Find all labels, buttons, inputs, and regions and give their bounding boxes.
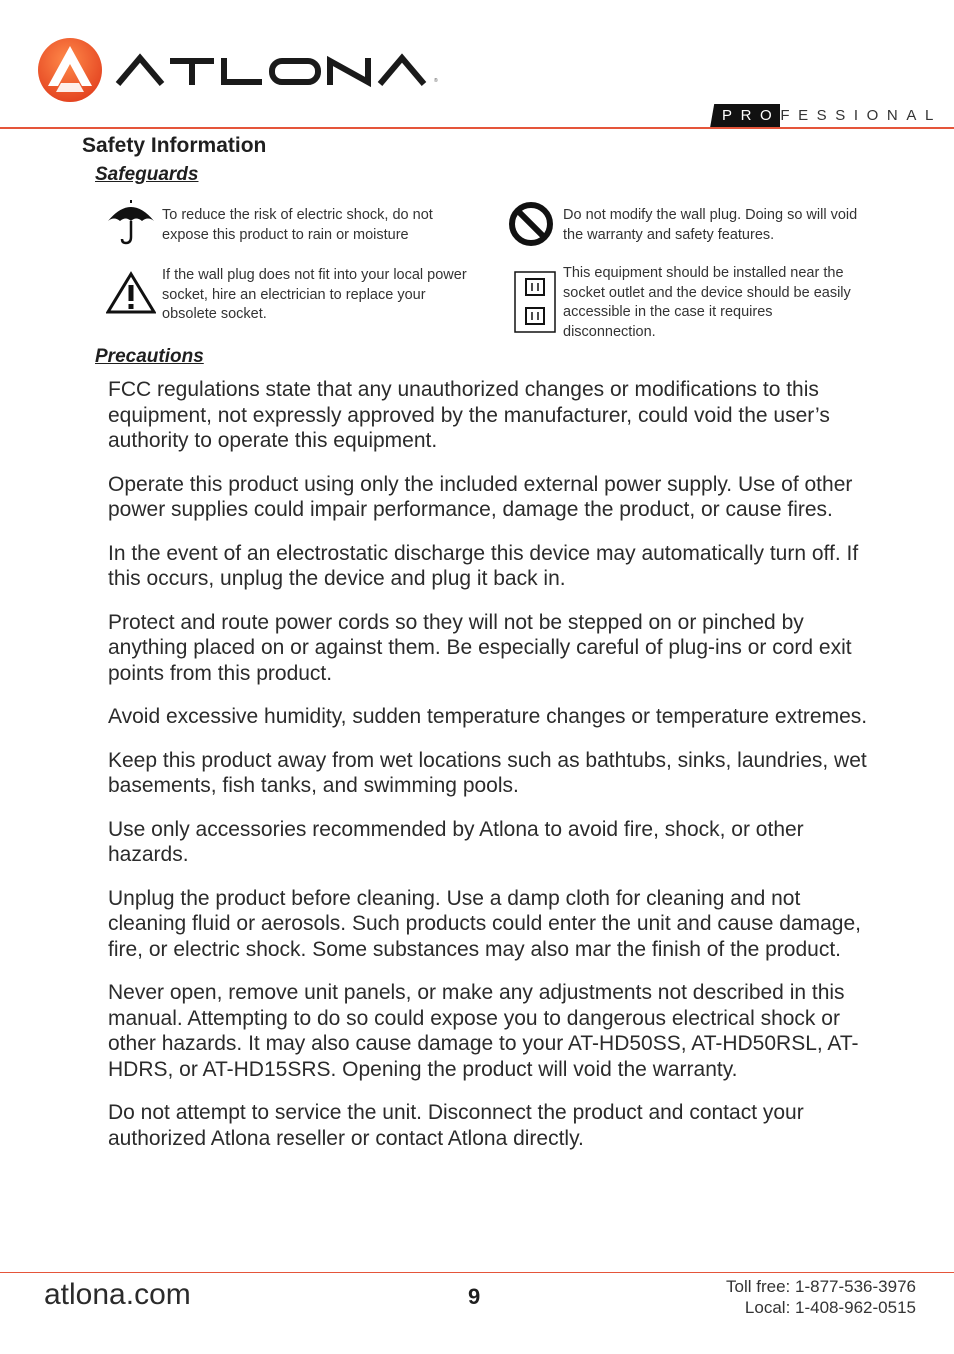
precaution-paragraph: Never open, remove unit panels, or make any adjustments not described in this manual. Attempting to do so could expose you to dangerous electrical shock or other hazards. It may also cause damage to your AT-HD50SS, AT-HD50RSL, AT-HDRS, or AT-HD15SRS. Opening the product will void the warranty. [108, 981, 859, 1081]
footer-contact [726, 1276, 916, 1318]
badge-text: PROFESSIONAL [722, 107, 942, 124]
precaution-paragraph: FCC regulations state that any unauthorized changes or modifications to this equipment, not expressly approved by the manufacturer, could void the user’s authority to operate this equipment. [108, 378, 830, 452]
precaution-paragraph: Avoid excessive humidity, sudden temperature changes or temperature extremes. [108, 705, 868, 728]
safeguard-text-4: This equipment should be installed near the socket outlet and the device should be easily accessible in the case it requires disconnection. [563, 265, 851, 340]
umbrella-icon [106, 199, 156, 245]
safeguard-text-3: If the wall plug does not fit into your local power socket, hire an electrician to replace your obsolete socket. [162, 267, 467, 323]
header-rule [0, 127, 954, 129]
precaution-paragraph: Operate this product using only the included external power supply. Use of other power supplies could impair performance, damage the product, or cause fires. [108, 472, 853, 521]
precautions-heading: Precautions [95, 346, 204, 367]
precaution-paragraph: Unplug the product before cleaning. Use a damp cloth for cleaning and not cleaning fluid or aerosols. Such products could enter the unit and cause damage, fire, or electric shock. Some substances may also mar the finish of the product. [108, 886, 861, 961]
precaution-paragraph: In the event of an electrostatic discharge this device may automatically turn off. If this occurs, unplug the device and plug it back in. [108, 541, 859, 590]
warning-icon [106, 271, 156, 315]
precautions-list [108, 377, 878, 1169]
precaution-paragraph: Use only accessories recommended by Atlona to avoid fire, shock, or other hazards. [108, 817, 804, 866]
footer-rule [0, 1272, 954, 1273]
no-symbol-icon [508, 200, 554, 248]
toll-free-number: Toll free: 1-877-536-3976 [726, 1277, 916, 1296]
safeguard-text-1: To reduce the risk of electric shock, do not expose this product to rain or moisture [162, 207, 433, 243]
page-number: 9 [468, 1284, 481, 1309]
professional-badge [710, 104, 942, 128]
svg-text:®: ® [434, 78, 438, 84]
precaution-paragraph: Do not attempt to service the unit. Disconnect the product and contact your authorized Atlona reseller or contact Atlona directly. [108, 1101, 804, 1150]
precaution-paragraph: Protect and route power cords so they will not be stepped on or pinched by anything placed on or against them. Be especially careful of plug-ins or cord exit points from this product. [108, 610, 852, 685]
safeguard-text-2: Do not modify the wall plug. Doing so will void the warranty and safety features. [563, 207, 858, 243]
outlet-icon [514, 271, 556, 333]
precaution-paragraph: Keep this product away from wet locations such as bathtubs, sinks, laundries, wet basements, fish tanks, and swimming pools. [108, 748, 867, 797]
safeguards-heading: Safeguards [95, 164, 199, 185]
local-number: Local: 1-408-962-0515 [744, 1298, 916, 1317]
footer-website-link[interactable]: atlona.com [44, 1278, 191, 1311]
page-title: Safety Information [82, 134, 267, 157]
atlona-logo[interactable] [36, 36, 446, 106]
